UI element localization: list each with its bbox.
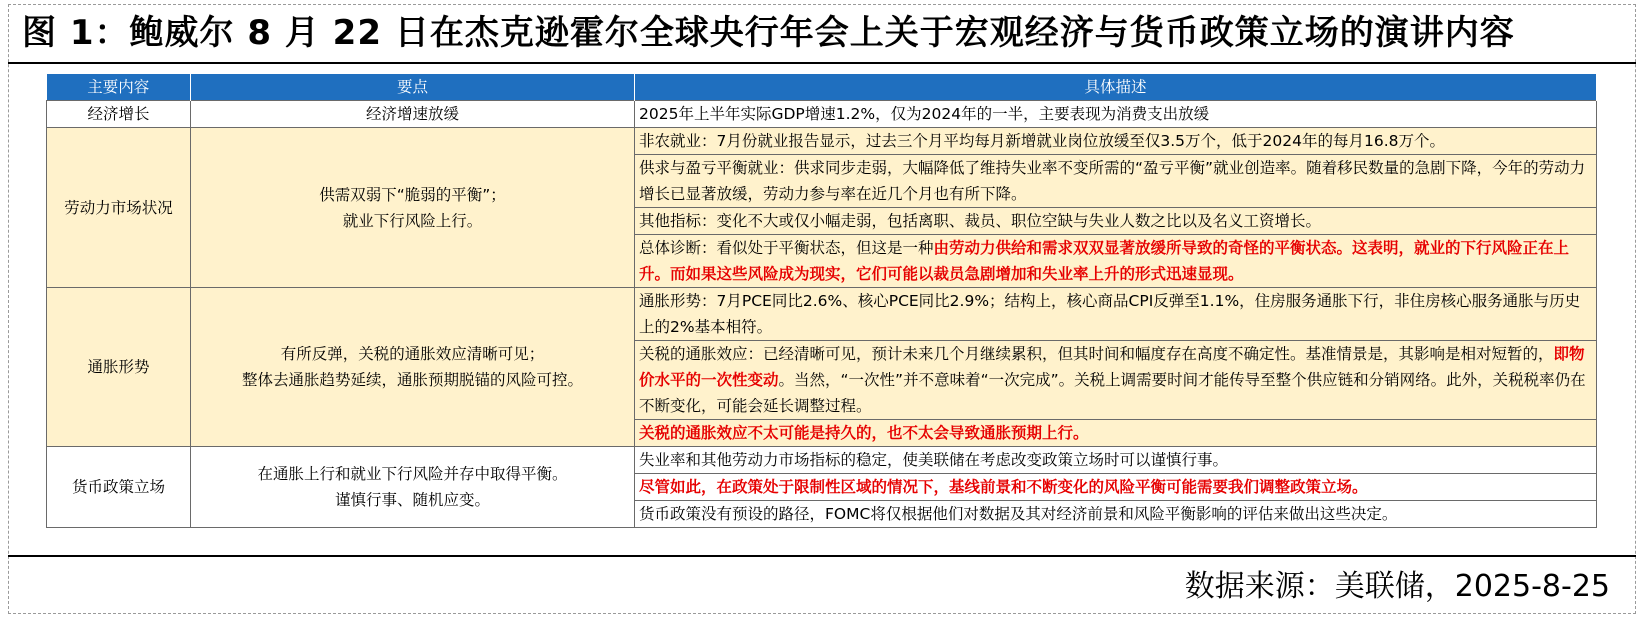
speech-summary-table (46, 74, 1597, 528)
title-rule (8, 62, 1636, 64)
point-line: 谨慎行事、随机应变。 (334, 491, 490, 509)
description-text: 已经清晰可见，预计未来几个月继续累积，但其时间和幅度存在高度不确定性。基准情景是，其影响是相对短暂的， (763, 345, 1554, 363)
table-row (47, 447, 1597, 474)
description-text: 7月份就业报告显示，过去三个月平均每月新增就业岗位放缓至仅3.5万个，低于2024年的每月16.8万个。 (716, 132, 1445, 150)
point-cell (191, 447, 635, 528)
table-row (47, 128, 1597, 155)
description-cell (635, 155, 1597, 208)
footer-rule (8, 555, 1636, 557)
description-cell (635, 235, 1597, 288)
description-cell (635, 288, 1597, 341)
emphasis-text: 尽管如此，在政策处于限制性区域的情况下，基线前景和不断变化的风险平衡可能需要我们调整政策立场。 (639, 478, 1368, 496)
description-label: 关税的通胀效应： (639, 345, 764, 363)
table-header-row (47, 74, 1597, 101)
point-line: 有所反弹，关税的通胀效应清晰可见； (280, 345, 545, 363)
description-cell (635, 474, 1597, 501)
header-main-content: 主要内容 (47, 74, 191, 101)
point-line: 供需双弱下“脆弱的平衡”； (319, 185, 506, 204)
point-cell: 经济增速放缓 (191, 101, 635, 128)
description-text: 供求同步走弱，大幅降低了维持失业率不变所需的“盈亏平衡”就业创造率。随着移民数量的急剧下降，今年的劳动力增长已显著放缓，劳动力参与率在近几个月也有所下降。 (639, 159, 1586, 203)
description-label: 总体诊断： (639, 239, 717, 257)
table-row (47, 101, 1597, 128)
description-text: 看似处于平衡状态，但这是一种 (716, 239, 934, 257)
point-cell (191, 288, 635, 447)
emphasis-text: 关税的通胀效应不太可能是持久的，也不太会导致通胀预期上行。 (639, 424, 1089, 442)
emphasis-text: 由劳动力供给和需求双双显著放缓所导致的奇怪的平衡状态。这表明，就业的下行风险正在上升。而如果这些风险成为现实，它们可能以裁员急剧增加和失业率上升的形式迅速显现。 (639, 239, 1570, 283)
description-label: 非农就业： (639, 132, 717, 150)
description-label: 通胀形势： (639, 292, 717, 310)
figure-title: 图 1：鲍威尔 8 月 22 日在杰克逊霍尔全球央行年会上关于宏观经济与货币政策立场的演讲内容 (22, 13, 1515, 53)
description-cell (635, 420, 1597, 447)
point-line: 整体去通胀趋势延续，通胀预期脱锚的风险可控。 (241, 371, 583, 389)
description-label: 供求与盈亏平衡就业： (639, 159, 795, 177)
table-row (47, 288, 1597, 341)
description-label: 其他指标： (639, 212, 717, 230)
description-cell: 失业率和其他劳动力市场指标的稳定，使美联储在考虑改变政策立场时可以谨慎行事。 (635, 447, 1597, 474)
description-cell: 2025年上半年实际GDP增速1.2%，仅为2024年的一半，主要表现为消费支出放缓 (635, 101, 1597, 128)
description-cell (635, 128, 1597, 155)
description-cell: 货币政策没有预设的路径，FOMC将仅根据他们对数据及其对经济前景和风险平衡影响的评估来做出这些决定。 (635, 501, 1597, 528)
point-cell (191, 128, 635, 288)
point-line: 在通胀上行和就业下行风险并存中取得平衡。 (257, 465, 568, 483)
source-note: 数据来源：美联储，2025-8-25 (1184, 569, 1610, 604)
category-cell: 劳动力市场状况 (47, 128, 191, 288)
category-cell: 通胀形势 (47, 288, 191, 447)
description-text: 7月PCE同比2.6%、核心PCE同比2.9%；结构上，核心商品CPI反弹至1.1%，住房服务通胀下行，非住房核心服务通胀与历史上的2%基本相符。 (639, 292, 1581, 336)
description-cell (635, 341, 1597, 420)
emphasis-text: 即物价水平的一次性变动 (639, 345, 1585, 389)
category-cell: 货币政策立场 (47, 447, 191, 528)
point-line: 就业下行风险上行。 (342, 211, 483, 230)
description-text: 变化不大或仅小幅走弱，包括离职、裁员、职位空缺与失业人数之比以及名义工资增长。 (716, 212, 1322, 230)
category-cell: 经济增长 (47, 101, 191, 128)
header-description: 具体描述 (635, 74, 1597, 101)
description-cell (635, 208, 1597, 235)
header-key-points: 要点 (191, 74, 635, 101)
description-text: 。当然，“一次性”并不意味着“一次完成”。关税上调需要时间才能传导至整个供应链和分销网络。此外，关税税率仍在不断变化，可能会延长调整过程。 (639, 371, 1586, 415)
